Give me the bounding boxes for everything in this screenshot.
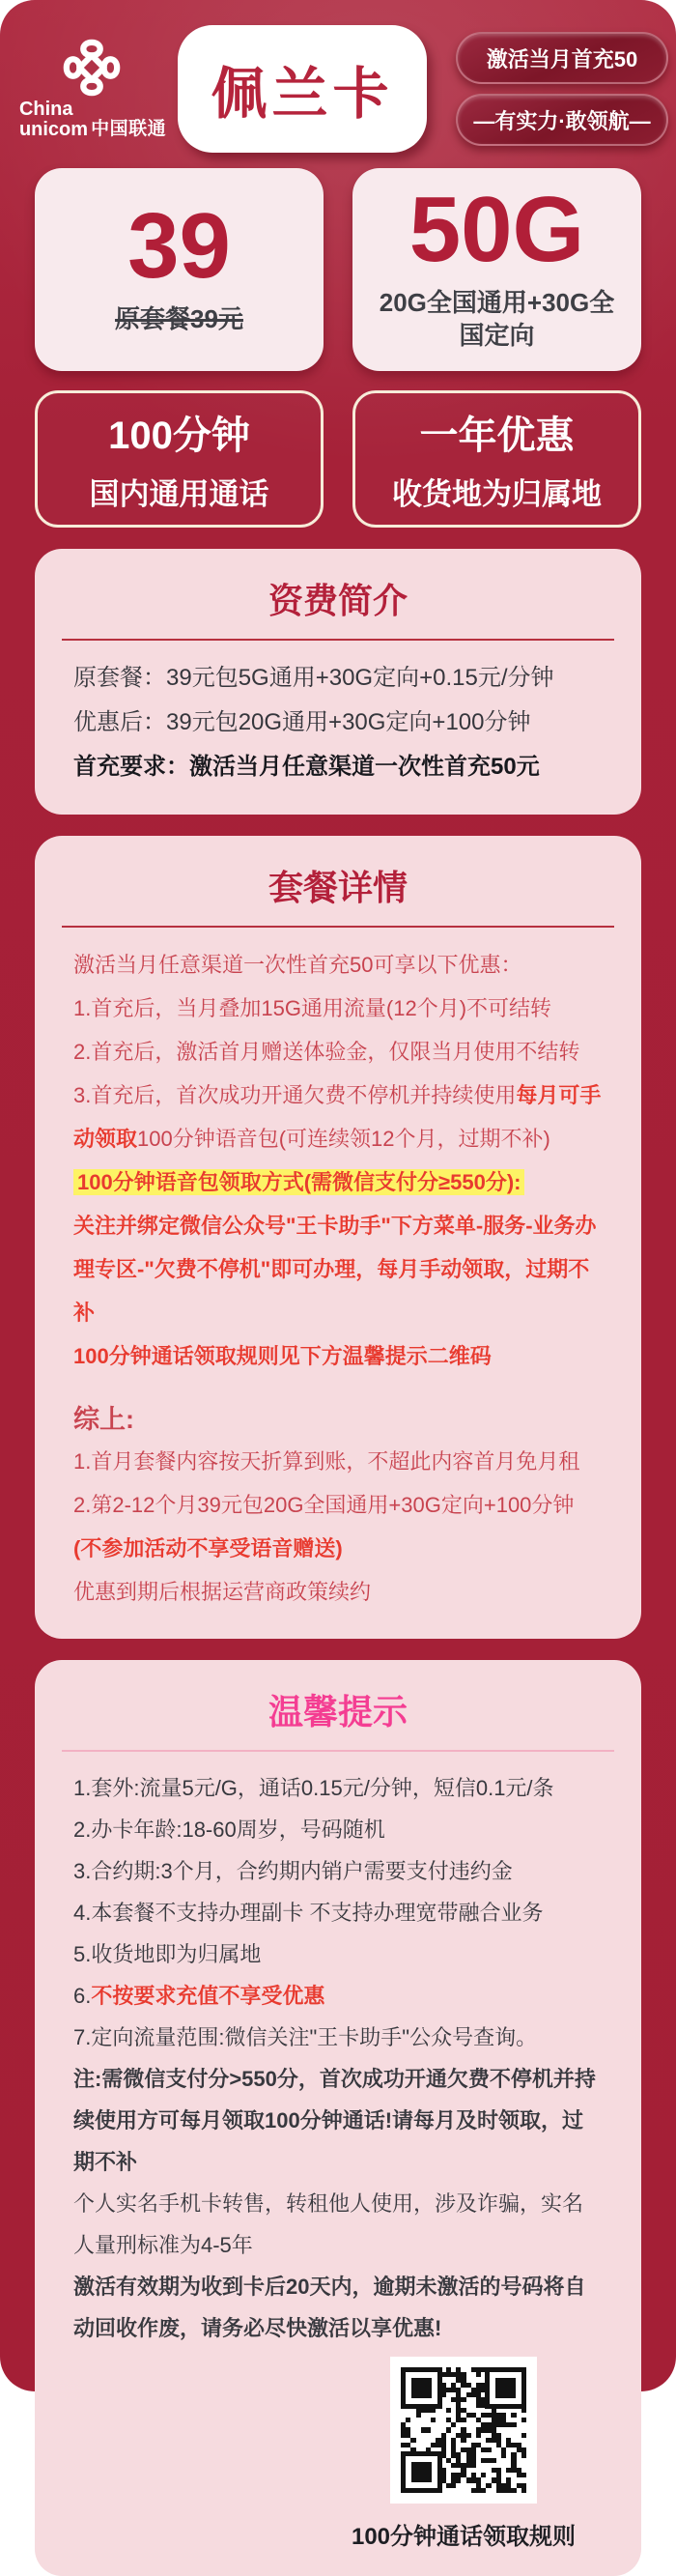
logo-text-china: China: [18, 99, 73, 120]
tip-item-1: 1.套外:流量5元/G，通话0.15元/分钟，短信0.1元/条: [73, 1776, 554, 1800]
slogan-badge: —有实力·敢领航—: [456, 94, 668, 146]
pricing-original-line: 原套餐：39元包5G通用+30G定向+0.15元/分钟: [73, 665, 554, 691]
tip-item-6: 6.不按要求充值不享受优惠: [73, 1984, 325, 2008]
header: [18, 0, 651, 153]
details-divider: [62, 926, 614, 928]
china-unicom-logo: [18, 38, 167, 140]
data-value: 50G: [408, 178, 585, 282]
card-name: 佩兰卡: [211, 63, 394, 126]
card-title-plate: [178, 25, 426, 153]
tip-item-4: 4.本套餐不支持办理副卡 不支持办理宽带融合业务: [73, 1901, 544, 1925]
tip-activation: 激活有效期为收到卡后20天内，逾期未激活的号码将自动回收作废，请务必尽快激活以享优惠!: [73, 2275, 586, 2340]
promo-desc: 收货地为归属地: [392, 477, 602, 511]
original-price-note: 原套餐39元: [115, 304, 243, 334]
qr-finder-top-left: [401, 2367, 442, 2409]
summary-heading: 综上:: [73, 1405, 134, 1434]
details-item-2: 2.首充后，激活首月赠送体验金，仅限当月使用不结转: [73, 1040, 580, 1064]
details-title: 套餐详情: [268, 868, 408, 907]
summary-item-1: 1.首月套餐内容按天折算到账，不超此内容首月免月租: [73, 1449, 580, 1474]
logo-text-cn: 中国联通: [91, 119, 167, 139]
details-rule-line: 100分钟通话领取规则见下方温馨提示二维码: [73, 1344, 492, 1368]
qr-code: [390, 2357, 537, 2504]
tips-divider: [62, 1750, 614, 1752]
qr-section: [351, 2357, 577, 2551]
stats-row: [35, 168, 641, 371]
tip-item-7: 7.定向流量范围:微信关注"王卡助手"公众号查询。: [73, 2025, 538, 2049]
price-value: 39: [127, 194, 231, 299]
details-intro: 激活当月任意渠道一次性首充50可享以下优惠：: [73, 953, 522, 977]
promo-duration: 一年优惠: [419, 415, 575, 457]
first-recharge-badge: 激活当月首充50: [456, 32, 668, 84]
pricing-card: [35, 549, 641, 815]
details-card: [35, 836, 641, 1639]
china-unicom-knot-icon: [35, 38, 149, 98]
features-row: [35, 390, 641, 528]
qr-finder-bottom-left: [401, 2451, 442, 2493]
data-note: 20G全国通用+30G全国定向: [379, 288, 615, 350]
summary-item-3: 优惠到期后根据运营商政策续约: [73, 1580, 372, 1604]
details-method-line: 关注并绑定微信公众号"王卡助手"下方菜单-服务-业务办理专区-"欠费不停机"即可办理，每月手动领取，过期不补: [73, 1214, 597, 1325]
tip-item-2: 2.办卡年龄:18-60周岁，号码随机: [73, 1818, 385, 1842]
qr-finder-top-right: [485, 2367, 526, 2409]
details-highlight-line: 100分钟语音包领取方式(需微信支付分≥550分):: [73, 1160, 603, 1204]
price-card: [35, 168, 324, 371]
qr-caption: 100分钟通话领取规则: [351, 2524, 577, 2550]
summary-item-2-note: (不参加活动不享受语音赠送): [73, 1536, 343, 1560]
details-item-1: 1.首充后，当月叠加15G通用流量(12个月)不可结转: [73, 996, 552, 1020]
tip-note: 注:需微信支付分>550分，首次成功开通欠费不停机并持续使用方可每月领取100分钟通话!请每月及时领取，过期不补: [73, 2067, 596, 2174]
tips-card: [35, 1660, 641, 2576]
minutes-card: [35, 390, 324, 528]
pricing-requirement-line: 首充要求：激活当月任意渠道一次性首充50元: [73, 754, 540, 780]
pricing-title: 资费简介: [268, 581, 408, 620]
minutes-value: 100分钟: [108, 415, 250, 457]
promo-card: [352, 390, 641, 528]
data-card: [352, 168, 641, 371]
pricing-divider: [62, 639, 614, 641]
tip-item-5: 5.收货地即为归属地: [73, 1942, 262, 1966]
summary-item-2: 2.第2-12个月39元包20G全国通用+30G定向+100分钟: [73, 1493, 575, 1517]
pricing-discounted-line: 优惠后：39元包20G通用+30G定向+100分钟: [73, 709, 531, 735]
tip-legal: 个人实名手机卡转售，转租他人使用，涉及诈骗，实名人量刑标准为4-5年: [73, 2191, 584, 2257]
logo-text-unicom: unicom: [18, 119, 89, 140]
details-item-3: 3.首充后，首次成功开通欠费不停机并持续使用每月可手动领取100分钟语音包(可连续领12个月，过期不补): [73, 1083, 602, 1151]
tips-title: 温馨提示: [268, 1692, 408, 1732]
header-badges: [456, 32, 668, 146]
minutes-desc: 国内通用通话: [89, 477, 269, 511]
tip-item-3: 3.合约期:3个月，合约期内销户需要支付违约金: [73, 1859, 513, 1883]
